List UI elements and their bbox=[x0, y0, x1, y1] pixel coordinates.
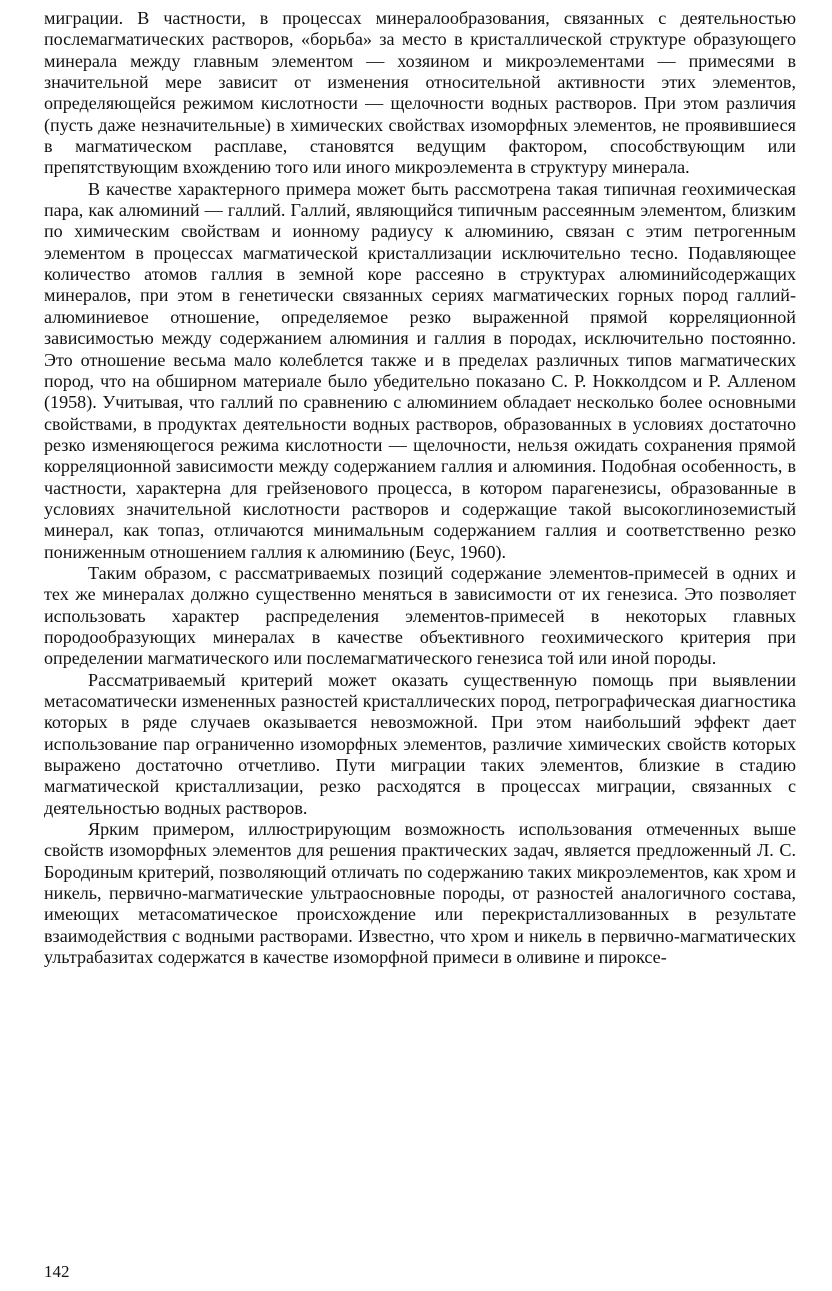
page-body bbox=[44, 8, 796, 968]
paragraph-1: миграции. В частности, в процессах минералообразования, связанных с деятельностью послемагматических растворов, «борьба» за место в кристаллической структуре образующего минерала между главным элементом — хозяином и микроэлементами — примесями в значительной мере зависит от изменения относительной активности этих элементов, определяющейся режимом кислотности — щелочности водных растворов. При этом различия (пусть даже незначительные) в химических свойствах изоморфных элементов, не проявившиеся в магматическом расплаве, становятся ведущим фактором, способствующим или препятствующим вхождению того или иного микроэлемента в структуру минерала. bbox=[44, 8, 796, 178]
page-number: 142 bbox=[44, 1262, 70, 1281]
paragraph-5: Ярким примером, иллюстрирующим возможность использования отмеченных выше свойств изоморфных элементов для решения практических задач, является предложенный Л. С. Бородиным критерий, позволяющий отличать по содержанию таких микроэлементов, как хром и никель, первично-магматические ультраосновные породы, от разностей аналогичного состава, имеющих метасоматическое происхождение или перекристаллизованных в результате взаимодействия с водными растворами. Известно, что хром и никель в первично-магматических ультрабазитах содержатся в качестве изоморфной примеси в оливине и пироксе- bbox=[44, 819, 796, 968]
paragraph-2: В качестве характерного примера может быть рассмотрена такая типичная геохимическая пара, как алюминий — галлий. Галлий, являющийся типичным рассеянным элементом, близким по химическим свойствам и ионному радиусу к алюминию, связан с этим петрогенным элементом в процессах магматической кристаллизации исключительно тесно. Подавляющее количество атомов галлия в земной коре рассеяно в структурах алюминийсодержащих минералов, при этом в генетически связанных сериях магматических горных пород галлий-алюминиевое отношение, определяемое резко выраженной прямой корреляционной зависимостью между содержанием алюминия и галлия в породах, исключительно постоянно. Это отношение весьма мало колеблется также и в пределах различных типов магматических пород, что на обширном материале было убедительно показано С. Р. Нокколдсом и Р. Алленом (1958). Учитывая, что галлий по сравнению с алюминием обладает несколько более основными свойствами, в продуктах деятельности водных растворов, образованных в условиях достаточно резко изменяющегося режима кислотности — щелочности, нельзя ожидать сохранения прямой корреляционной зависимости между содержанием галлия и алюминия. Подобная особенность, в частности, характерна для грейзенового процесса, в котором парагенезисы, образованные в условиях значительной кислотности растворов и содержащие такой высокоглиноземистый минерал, как топаз, отличаются минимальным содержанием галлия и соответственно резко пониженным отношением галлия к алюминию (Беус, 1960). bbox=[44, 178, 796, 562]
paragraph-3: Таким образом, с рассматриваемых позиций содержание элементов-примесей в одних и тех же минералах должно существенно меняться в зависимости от их генезиса. Это позволяет использовать характер распределения элементов-примесей в некоторых главных породообразующих минералах в качестве объективного геохимического критерия при определении магматического или послемагматического генезиса той или иной породы. bbox=[44, 562, 796, 669]
paragraph-4: Рассматриваемый критерий может оказать существенную помощь при выявлении метасоматически измененных разностей кристаллических пород, петрографическая диагностика которых в ряде случаев оказывается невозможной. При этом наибольший эффект дает использование пар ограниченно изоморфных элементов, различие химических свойств которых выражено достаточно отчетливо. Пути миграции таких элементов, близкие в стадию магматической кристаллизации, резко расходятся в процессах миграции, связанных с деятельностью водных растворов. bbox=[44, 669, 796, 818]
